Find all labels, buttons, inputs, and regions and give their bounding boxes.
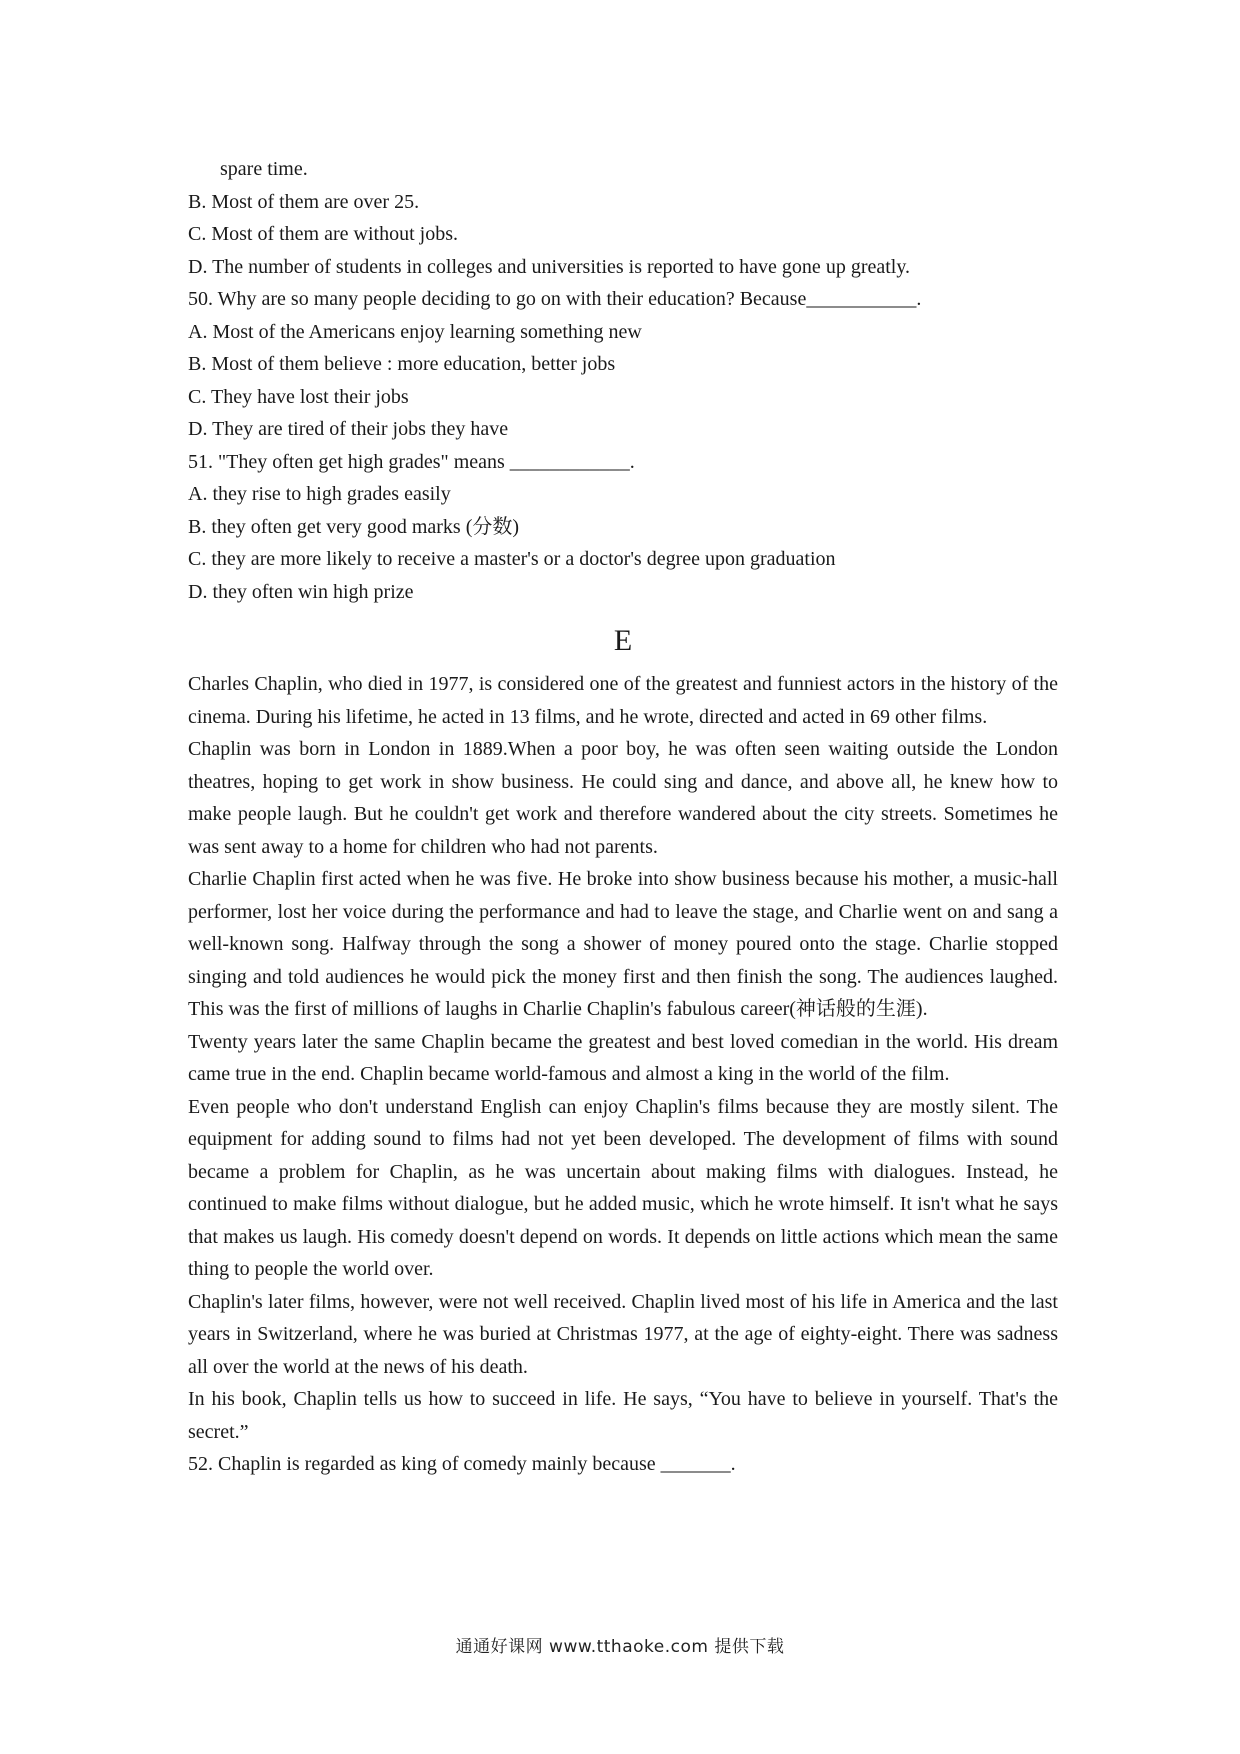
paragraph: In his book, Chaplin tells us how to succeed in life. He says, “You have to believe in yourself. That's the secret.” (188, 1388, 1058, 1443)
option-c-q51: C. they are more likely to receive a master's or a doctor's degree upon graduation (188, 548, 836, 570)
paragraph: Even people who don't understand English can enjoy Chaplin's films because they are mostly silent. The equipment for adding sound to films had not yet been developed. The development of films with sound became a problem for Chaplin, as he was uncertain about making films with dialogues. Instead, he continued to make films without dialogue, but he added music, which he wrote himself. It isn't what he says that makes us laugh. His comedy doesn't depend on words. It depends on little actions which mean the same thing to people the world over. (188, 1095, 1058, 1280)
paragraph: Chaplin was born in London in 1889.When a poor boy, he was often seen waiting outside the London theatres, hoping to get work in show business. He could sing and dance, and above all, he knew how to make people laugh. But he couldn't get work and therefore wandered about the city streets. Sometimes he was sent away to a home for children who had not parents. (188, 738, 1058, 858)
option-b-q51: B. they often get very good marks (分数) (188, 515, 520, 538)
option-d-q49: D. The number of students in colleges and universities is reported to have gone up greatly. (188, 255, 911, 278)
continuation-line: spare time. (220, 158, 308, 180)
option-a-q50: A. Most of the Americans enjoy learning something new (188, 320, 642, 343)
option-b-q50: B. Most of them believe : more education, better jobs (188, 353, 616, 375)
page-content (188, 153, 1058, 1481)
option-c-q50: C. They have lost their jobs (188, 385, 409, 408)
paragraph: Twenty years later the same Chaplin became the greatest and best loved comedian in the world. His dream came true in the end. Chaplin became world-famous and almost a king in the world of the film. (188, 1030, 1058, 1085)
question-50: 50. Why are so many people deciding to go on with their education? Because___________. (188, 288, 922, 310)
paragraph: Charles Chaplin, who died in 1977, is considered one of the greatest and funniest actors in the history of the cinema. During his lifetime, he acted in 13 films, and he wrote, directed and acted in 69 other films. (188, 673, 1058, 728)
section-title: E (613, 624, 633, 657)
question-52: 52. Chaplin is regarded as king of comedy mainly because _______. (188, 1453, 736, 1475)
passage (188, 668, 1058, 1448)
option-d-q50: D. They are tired of their jobs they have (188, 418, 509, 440)
page-footer: 通通好课网 www.tthaoke.com 提供下载 (455, 1637, 785, 1657)
option-d-q51: D. they often win high prize (188, 580, 414, 603)
option-c-q49: C. Most of them are without jobs. (188, 223, 458, 245)
paragraph: Chaplin's later films, however, were not well received. Chaplin lived most of his life in America and the last years in Switzerland, where he was buried at Christmas 1977, at the age of eighty-eight. There was sadness all over the world at the news of his death. (188, 1290, 1058, 1378)
paragraph: Charlie Chaplin first acted when he was five. He broke into show business because his mother, a music-hall performer, lost her voice during the performance and had to leave the stage, and Charlie went on and sang a well-known song. Halfway through the song a shower of money poured onto the stage. Charlie stopped singing and told audiences he would pick the money first and then finish the song. The audiences laughed. This was the first of millions of laughs in Charlie Chaplin's fabulous career(神话般的生涯). (188, 868, 1058, 1020)
question-51: 51. "They often get high grades" means ____________. (188, 450, 635, 473)
option-b-q49: B. Most of them are over 25. (188, 190, 420, 213)
option-a-q51: A. they rise to high grades easily (188, 483, 451, 505)
